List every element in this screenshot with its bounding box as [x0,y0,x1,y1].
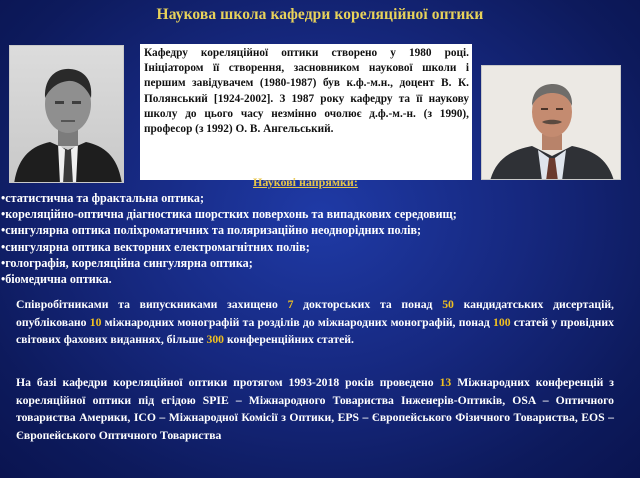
slide-title: Наукова школа кафедри кореляційної оптики [156,6,484,23]
articles-count: 100 [493,315,511,329]
achievements-text: міжнародних монографій та розділів до міжнародних монографій, понад [101,315,494,329]
intro-text-block: Кафедру кореляційної оптики створено у 1980 році. Ініціатором її створення, засновником наукової школи і першим завідувачем (1980-1987) був к.ф.-м.н., доцент В. К. Полянський [1924-2002]. З 1987 року кафедру та її наукову школу до цього часу незмінно очолює д.ф.-м.-н. (з 1990), професор (з 1992) О. В. Ангельський. [140,44,472,180]
conferences-text: Міжнародних конференцій з кореляційної оптики під егідою SPIE – Міжнародного Товариства Інженерів-Оптиків, OSA – Оптичного товариства Америки, ICO – Міжнародної Комісії з Оптики, EPS – Європейського Фізичного Товариства, EOS – Європейського Оптичного Товариства [16,376,614,442]
achievements-text: Співробітниками та випускниками захищено [16,298,288,311]
list-item: • кореляційно-оптична діагностика шорстких поверхонь та випадкових середовищ; [1,206,631,222]
research-directions-heading: Наукові напрямки: [253,175,358,189]
doctoral-theses-count: 7 [287,298,294,311]
conferences-paragraph [16,374,614,444]
achievements-text: статей у провідних світових фахових виданнях, більше [16,315,614,347]
list-item: • статистична та фрактальна оптика; [1,190,631,206]
list-item: • сингулярна оптика векторних електромагнітних полів; [1,239,631,255]
achievements-paragraph [16,296,614,349]
portrait-head-of-department-photo [481,65,621,180]
portrait-founder-photo [9,45,124,183]
research-directions-list [1,190,631,287]
achievements-text: кандидатських дисертацій, опубліковано [16,298,614,329]
conference-papers-count: 300 [206,333,225,347]
achievements-text: конференційних статей. [224,333,354,347]
monographs-count: 10 [89,315,102,329]
conferences-text: На базі кафедри кореляційної оптики протягом 1993-2018 років проведено [16,376,440,389]
list-item: • біомедична оптика. [1,271,631,287]
candidate-theses-count: 50 [442,298,454,311]
list-item: • сингулярна оптика поліхроматичних та поляризаційно неоднорідних полів; [1,222,631,238]
achievements-text: докторських та понад [293,298,443,311]
conferences-count: 13 [439,376,452,389]
list-item: • голографія, кореляційна сингулярна оптика; [1,255,631,271]
